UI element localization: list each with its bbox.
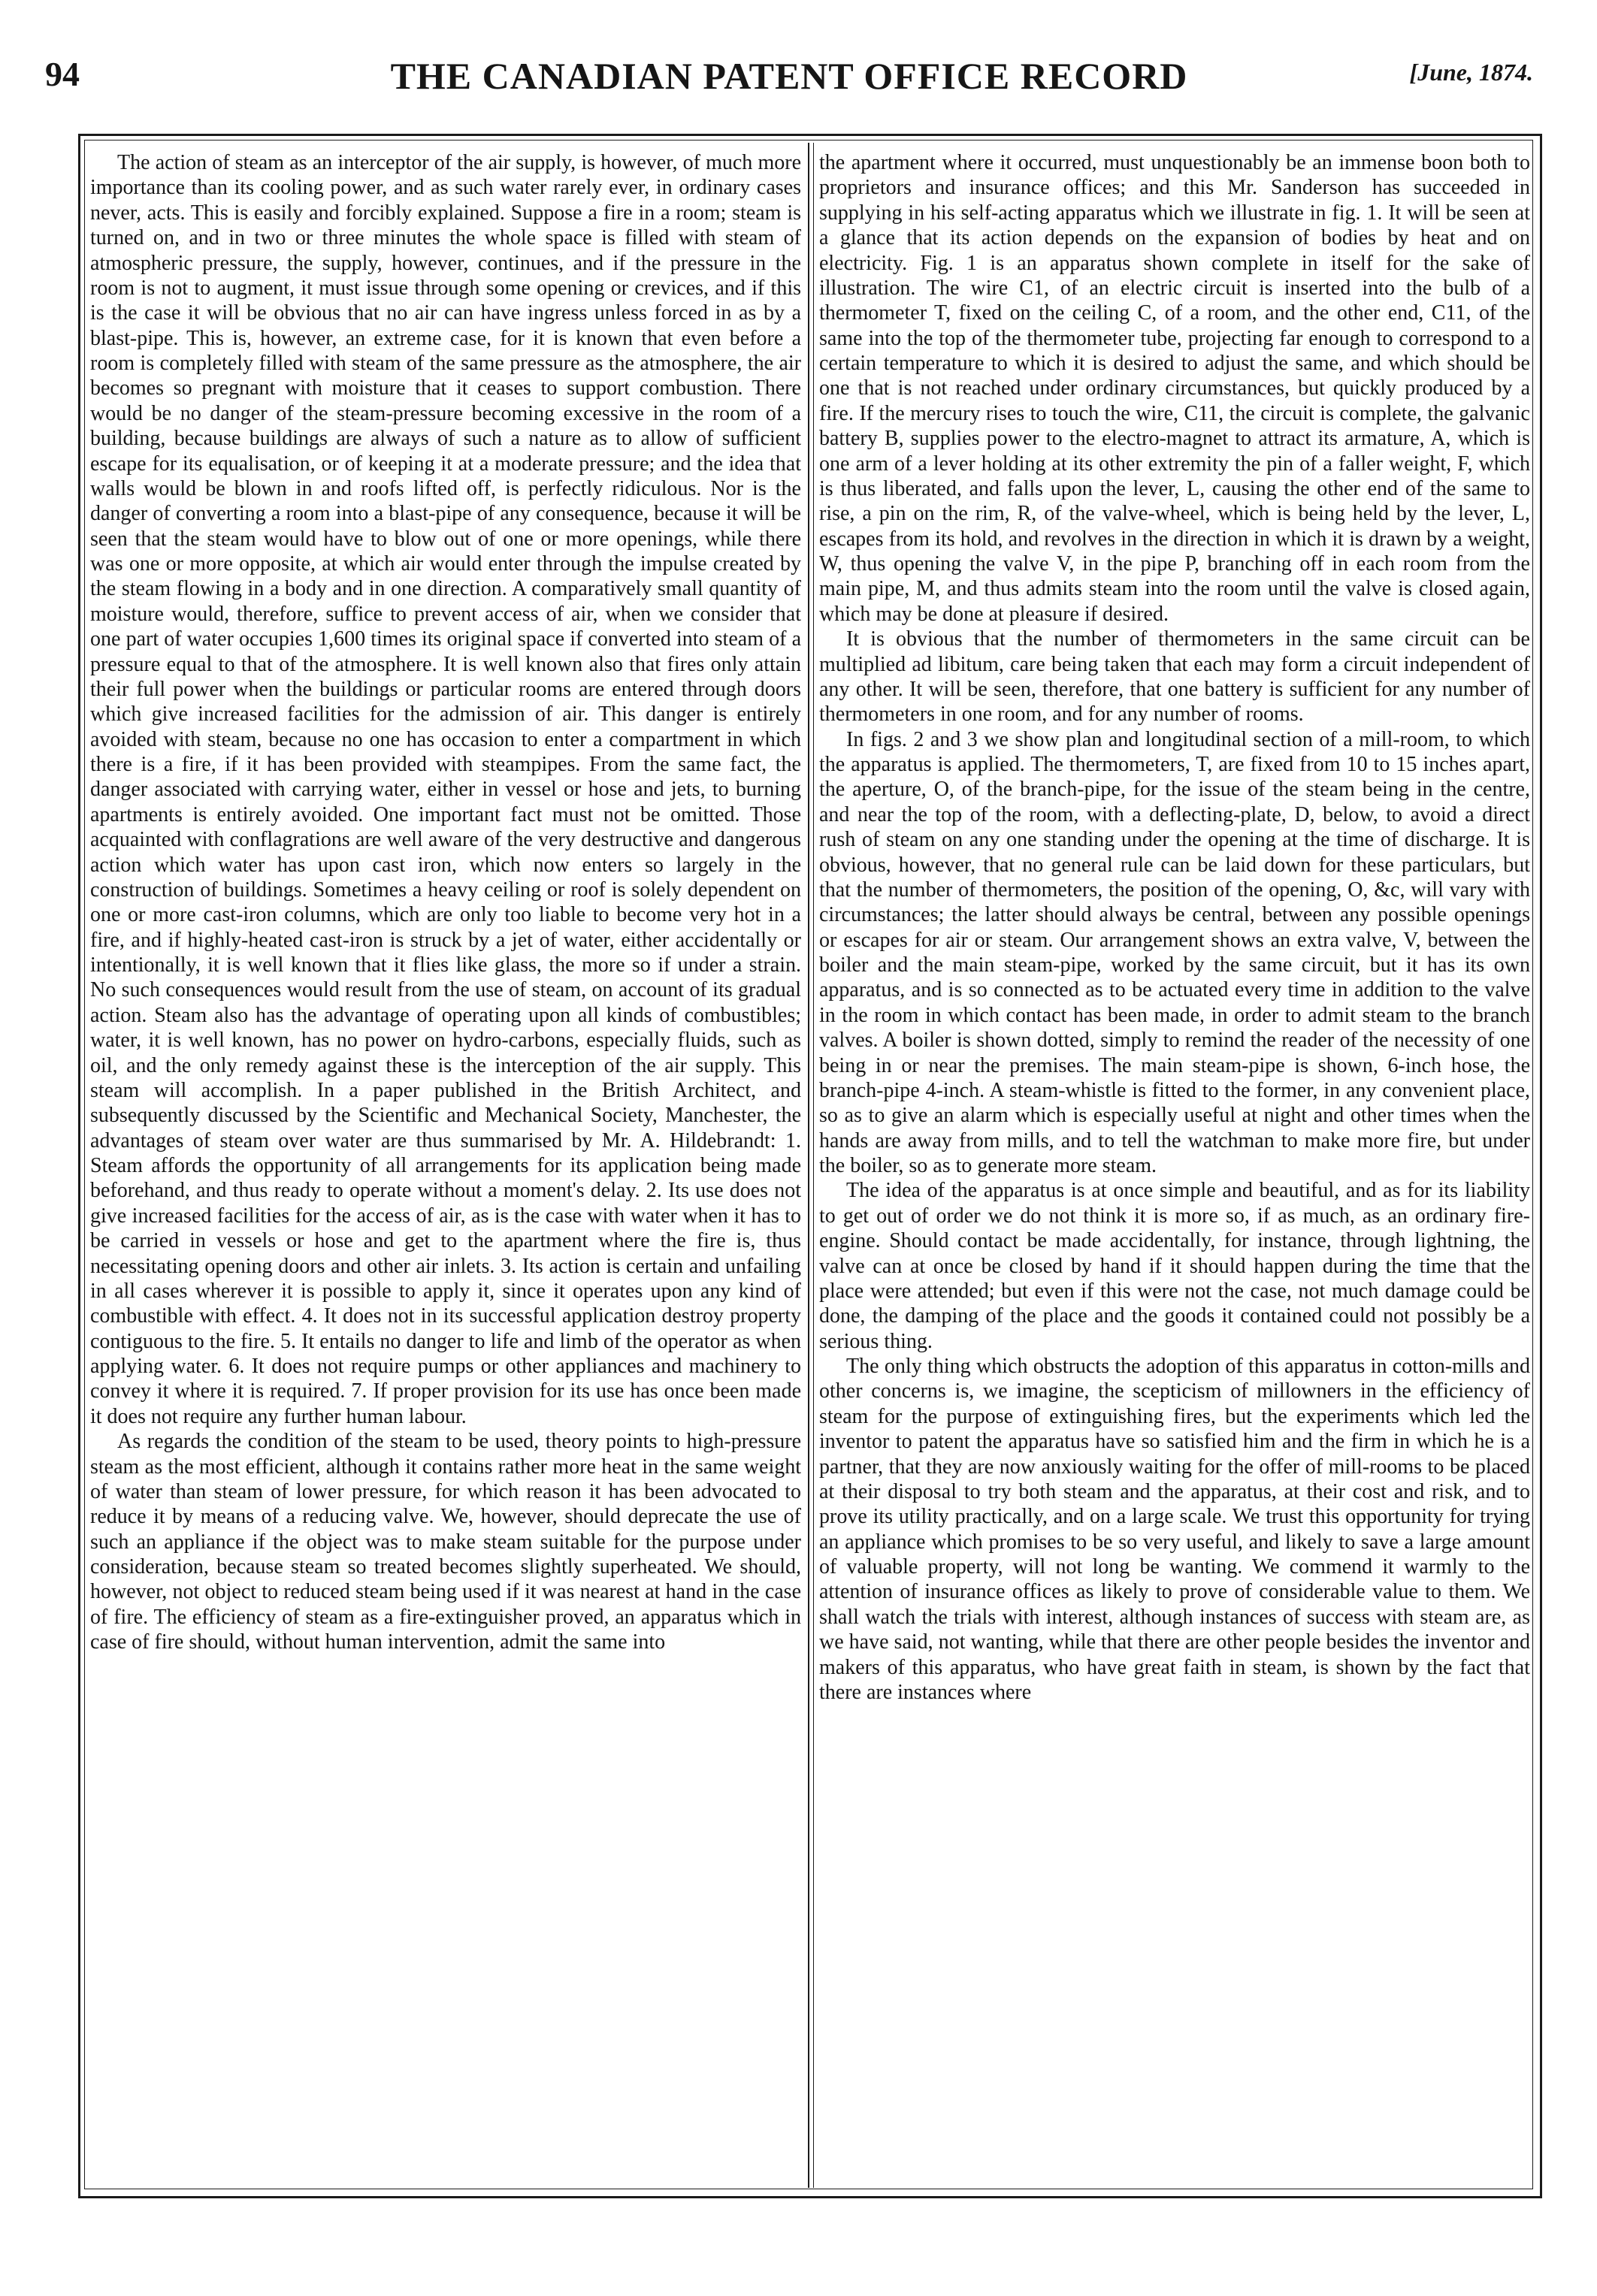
journal-title: THE CANADIAN PATENT OFFICE RECORD: [390, 55, 1188, 97]
page-number: 94: [45, 55, 80, 93]
issue-date: [June, 1874.: [1409, 59, 1533, 86]
paragraph: the apartment where it occurred, must unquestionably be an immense boon both to proprietors and insurance offices; and this Mr. Sanderson has succeeded in supplying in his self-acting apparatus which we illustrate in fig. 1. It will be seen at a glance that its action depends on the expansion of bodies by heat and on electricity. Fig. 1 is an apparatus shown complete in itself for the sake of illustration. The wire C1, of an electric circuit is inserted into the bulb of a thermometer T, fixed on the ceiling C, of a room, and the other end, C11, of the same into the top of the thermometer tube, projecting far enough to correspond to a certain temperature to which it is desired to adjust the same, and which should be one that is not reached under ordinary circumstances, but quickly produced by a fire. If the mercury rises to touch the wire, C11, the circuit is complete, the galvanic battery B, supplies power to the electro-magnet to attract its armature, A, which is one arm of a lever holding at its other extremity the pin of a faller weight, F, which is thus liberated, and falls upon the lever, L, causing the other end of the same to rise, a pin on the rim, R, of the valve-wheel, which is being held by the lever, L, escapes from its hold, and revolves in the direction in which it is drawn by a weight, W, thus opening the valve V, in the pipe P, branching off in each room from the main pipe, M, and thus admits steam into the room until the valve is closed again, which may be done at pleasure if desired.: [819, 151, 1530, 626]
left-column: [90, 150, 801, 2179]
paragraph: The idea of the apparatus is at once simple and beautiful, and as for its liability to get out of order we do not think it is more so, if as much, as an ordinary fire-engine. Should contact be made accidentally, for instance, through lightning, the valve can at once be closed by hand if it should happen during the time that the place were attended; but even if this were not the case, not much damage could be done, the damping of the place and the goods it contained could not possibly be a serious thing.: [819, 1179, 1530, 1353]
paragraph: The only thing which obstructs the adoption of this apparatus in cotton-mills and other concerns is, we imagine, the scepticism of millowners in the efficiency of steam for the purpose of extinguishing fires, but the experiments which led the inventor to patent the apparatus have so satisfied him and the firm in which he is a partner, that they are now anxiously waiting for the offer of mill-rooms to be placed at their disposal to try both steam and the apparatus, at their cost and risk, and to prove its utility practically, and on a large scale. We trust this opportunity for trying an appliance which promises to be so very useful, and likely to save a large amount of valuable property, will not long be wanting. We commend it warmly to the attention of insurance offices as likely to prove of considerable value to them. We shall watch the trials with interest, although instances of success with steam are, as we have said, not wanting, while that there are other people besides the inventor and makers of this apparatus, who have great faith in steam, is shown by the fact that there are instances where: [819, 1355, 1530, 1704]
paragraph: It is obvious that the number of thermometers in the same circuit can be multiplied ad libitum, care being taken that each may form a circuit independent of any other. It will be seen, therefore, that one battery is sufficient for any number of thermometers in one room, and for any number of rooms.: [819, 627, 1530, 727]
paragraph: As regards the condition of the steam to be used, theory points to high-pressure steam as the most efficient, although it contains rather more heat in the same weight of water than steam of lower pressure, for which reason it has been advocated to reduce it by means of a reducing valve. We, however, should deprecate the use of such an appliance if the object was to make steam suitable for the purpose under consideration, because steam so treated becomes slightly superheated. We should, however, not object to reduced steam being used if it was nearest at hand in the case of fire. The efficiency of steam as a fire-extinguisher proved, an apparatus which in case of fire should, without human intervention, admit the same into: [90, 1430, 801, 1654]
right-column: [819, 150, 1530, 2179]
column-rule: [808, 143, 809, 2188]
page-header: [45, 54, 1533, 107]
paragraph: The action of steam as an interceptor of the air supply, is however, of much more importance than its cooling power, and as such water rarely ever, in ordinary cases never, acts. This is easily and forcibly explained. Suppose a fire in a room; steam is turned on, and in two or three minutes the whole space is filled with steam of atmospheric pressure, the supply, however, continues, and if the pressure in the room is not to augment, it must issue through some opening or crevices, and if this is the case it will be obvious that no air can have ingress unless forced in as by a blast-pipe. This is, however, an extreme case, for it is known that even before a room is completely filled with steam of the same pressure as the atmosphere, the air becomes so pregnant with moisture that it ceases to support combustion. There would be no danger of the steam-pressure becoming excessive in the room of a building, because buildings are always of such a nature as to allow of sufficient escape for its equalisation, or of keeping it at a moderate pressure; and the idea that walls would be blown in and roofs lifted off, is perfectly ridiculous. Nor is the danger of converting a room into a blast-pipe of any consequence, because it will be seen that the steam would have to blow out of one or more openings, while there was one or more opposite, at which air would enter through the impulse created by the steam flowing in a body and in one direction. A comparatively small quantity of moisture would, therefore, suffice to prevent access of air, when we consider that one part of water occupies 1,600 times its original space if converted into steam of a pressure equal to that of the atmosphere. It is well known also that fires only attain their full power when the buildings or particular rooms are entered through doors which give increased facilities for the admission of air. This danger is entirely avoided with steam, because no one has occasion to enter a compartment in which there is a fire, if it has been provided with steampipes. From the same fact, the danger associated with carrying water, either in vessel or hose and jets, to burning apartments is entirely avoided. One important fact must not be omitted. Those acquainted with conflagrations are well aware of the very destructive and dangerous action which water has upon cast iron, which now enters so largely in the construction of buildings. Sometimes a heavy ceiling or roof is solely dependent on one or more cast-iron columns, which are only too liable to become very hot in a fire, and if highly-heated cast-iron is struck by a jet of water, either accidentally or intentionally, it is well known that it flies like glass, the more so if under a strain. No such consequences would result from the use of steam, on account of its gradual action. Steam also has the advantage of operating upon all kinds of combustibles; water, it is well known, has no power on hydro-carbons, especially fluids, such as oil, and the only remedy against these is the interception of the air supply. This steam will accomplish. In a paper published in the British Architect, and subsequently discussed by the Scientific and Mechanical Society, Manchester, the advantages of steam over water are thus summarised by Mr. A. Hildebrandt: 1. Steam affords the opportunity of all arrangements for its application being made beforehand, and thus ready to operate without a moment's delay. 2. Its use does not give increased facilities for the access of air, as is the case with water when it has to be carried in vessels or hose and get to the apartment where the fire is, thus necessitating opening doors and other air inlets. 3. Its action is certain and unfailing in all cases wherever it is possible to apply it, since it operates upon any kind of combustible with effect. 4. It does not in its successful application destroy property contiguous to the fire. 5. It entails no danger to life and limb of the operator as when applying water. 6. It does not require pumps or other appliances and machinery to convey it where it is required. 7. If proper provision for its use has once been made it does not require any further human labour.: [90, 151, 801, 1428]
paragraph: In figs. 2 and 3 we show plan and longitudinal section of a mill-room, to which the apparatus is applied. The thermometers, T, are fixed from 10 to 15 inches apart, the aperture, O, of the branch-pipe, for the issue of the steam being in the centre, and near the top of the room, with a deflecting-plate, D, below, to avoid a direct rush of steam on any one standing under the opening at the time of discharge. It is obvious, however, that no general rule can be laid down for these particulars, but that the number of thermometers, the position of the opening, O, &c, will vary with circumstances; the latter should always be central, between any possible openings or escapes for air or steam. Our arrangement shows an extra valve, V, between the boiler and the main steam-pipe, worked by the same circuit, but it has its own apparatus, and is so connected as to be actuated every time in addition to the valve in the room in which contact has been made, in order to admit steam to the branch valves. A boiler is shown dotted, simply to remind the reader of the necessity of one being in or near the premises. The main steam-pipe is shown, 6-inch hose, the branch-pipe 4-inch. A steam-whistle is fitted to the former, in any convenient place, so as to give an alarm which is especially useful at night and other times when the hands are away from mills, and to tell the watchman to make more fire, but under the boiler, so as to generate more steam.: [819, 727, 1530, 1177]
column-rule-inner: [813, 143, 814, 2188]
